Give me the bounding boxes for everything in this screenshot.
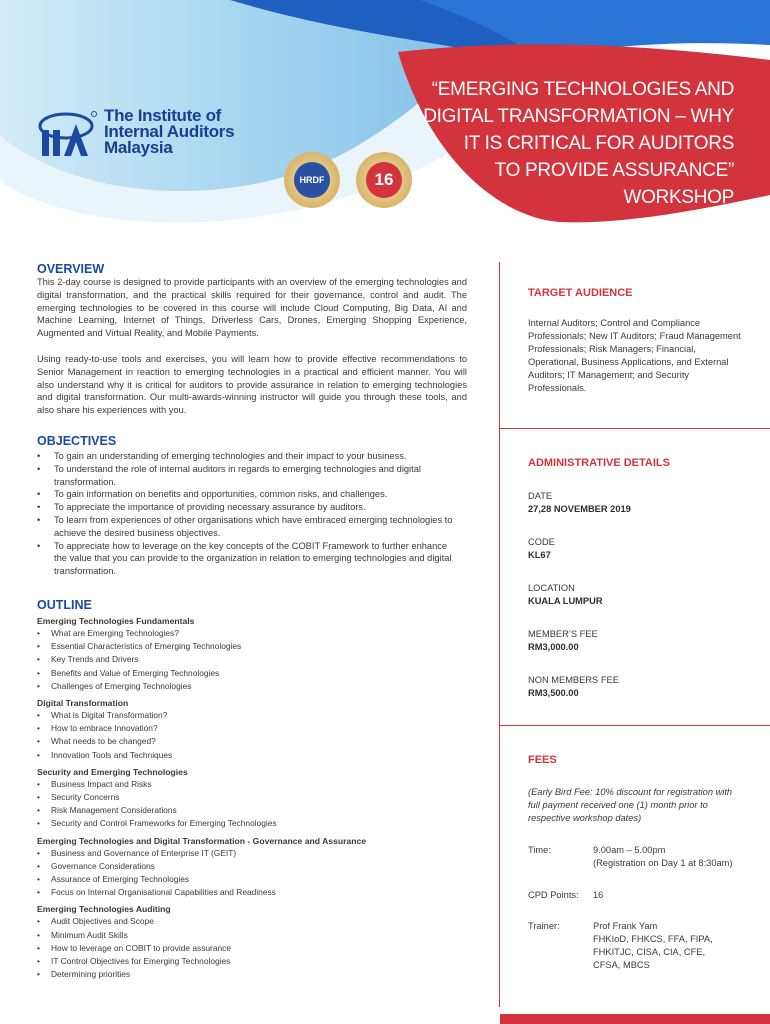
outline-list: [37, 627, 467, 693]
outline-item: • Security Concerns: [37, 791, 467, 804]
section-divider: [500, 428, 770, 429]
outline-item: • Determining priorities: [37, 968, 467, 981]
outline-item: • Audit Objectives and Scope: [37, 915, 467, 928]
time-value-block: [593, 844, 753, 870]
outline-group: [37, 615, 467, 693]
target-audience-heading: TARGET AUDIENCE: [528, 287, 633, 299]
objective-item: • To gain an understanding of emerging technologies and their impact to your business.: [37, 450, 467, 463]
outline-item: • Assurance of Emerging Technologies: [37, 873, 467, 886]
left-column: [37, 262, 467, 981]
footer-accent-bar: [500, 1014, 770, 1024]
admin-heading: ADMINISTRATIVE DETAILS: [528, 457, 670, 469]
outline-item: • What are Emerging Technologies?: [37, 627, 467, 640]
outline-item: • What is Digital Transformation?: [37, 709, 467, 722]
outline-item: • Key Trends and Drivers: [37, 653, 467, 666]
time-note: (Registration on Day 1 at 8:30am): [593, 858, 733, 868]
outline-item: • Minimum Audit Skills: [37, 929, 467, 942]
trainer-line: FHKIoD, FHKCS, FFA, FIPA,: [593, 934, 713, 944]
location-label: LOCATION: [528, 583, 575, 593]
time-label: Time:: [528, 845, 551, 855]
outline-list: [37, 778, 467, 831]
location-field: [528, 582, 743, 608]
logo-line: Internal Auditors: [104, 122, 235, 141]
early-bird-note: (Early Bird Fee: 10% discount for registration with full payment received one (1) month prior to respective workshop dates): [528, 787, 733, 823]
cpd-badge-number: 16: [374, 170, 394, 189]
administrative-details-section: [528, 457, 743, 700]
iia-logo-mark: [36, 104, 102, 160]
outline-group-title: Digital Transformation: [37, 697, 129, 708]
non-member-fee-field: [528, 674, 743, 700]
cpd-value: 16: [593, 890, 604, 900]
objective-item: • To learn from experiences of other organisations which have embraced emerging technologies to achieve the desired business objectives.: [37, 514, 467, 540]
objectives-heading: OBJECTIVES: [37, 433, 117, 448]
code-value: KL67: [528, 550, 551, 560]
outline-item: • Business and Governance of Enterprise IT (GEIT): [37, 847, 467, 860]
outline-item: • How to embrace Innovation?: [37, 722, 467, 735]
non-member-fee-value: RM3,500.00: [528, 688, 579, 698]
trainer-line: CFSA, MBCS: [593, 960, 650, 970]
title-line: DIGITAL TRANSFORMATION – WHY: [423, 106, 734, 127]
code-field: [528, 536, 743, 562]
member-fee-label: MEMBER’S FEE: [528, 629, 598, 639]
outline-item: • Focus on Internal Organisational Capabilities and Readiness: [37, 886, 467, 899]
objective-item: • To appreciate the importance of providing necessary assurance by auditors.: [37, 501, 467, 514]
trainer-line: FHKITJC, CISA, CIA, CFE,: [593, 947, 706, 957]
section-divider: [500, 725, 770, 726]
outline-group: [37, 766, 467, 831]
outline-list: [37, 709, 467, 762]
date-field: [528, 490, 743, 516]
time-value: 9.00am – 5.00pm: [593, 845, 666, 855]
column-divider: [499, 262, 500, 1007]
member-fee-field: [528, 628, 743, 654]
logo-line: Malaysia: [104, 138, 173, 157]
overview-paragraph-2: Using ready-to-use tools and exercises, you will learn how to provide effective recommendations to Senior Management in reaction to emerging technologies in a practical and efficient manner. You will also understand why it is critical for auditors to provide assurance in relation to emerging technologies and digital transformation. Our multi-awards-winning instructor will guide you through these tools, and also share his experiences with you.: [37, 353, 467, 416]
outline-list: [37, 915, 467, 981]
outline-group-title: Emerging Technologies Auditing: [37, 904, 171, 915]
title-line: IT IS CRITICAL FOR AUDITORS: [463, 133, 734, 154]
member-fee-value: RM3,000.00: [528, 642, 579, 652]
outline-group: [37, 903, 467, 981]
iia-logo: [36, 104, 234, 160]
overview-paragraph-1: This 2-day course is designed to provide participants with an overview of the emerging technologies and digital transformation, and the practical skills required for their governance, control and audit. The emerging technologies to be covered in this course will include Cloud Computing, Big Data, AI and Machine Learning, Internet of Things, Driverless Cars, Drones, Emerging Shopping Experience, Augmented and Virtual Reality, and Mobile Payments.: [37, 277, 467, 339]
location-value: KUALA LUMPUR: [528, 596, 603, 606]
outline-item: • Business Impact and Risks: [37, 778, 467, 791]
outline-group-title: Security and Emerging Technologies: [37, 766, 188, 777]
outline-item: • Risk Management Considerations: [37, 804, 467, 817]
outline-item: • Governance Considerations: [37, 860, 467, 873]
hrdf-badge: [284, 152, 340, 208]
non-member-fee-label: NON MEMBERS FEE: [528, 675, 619, 685]
objective-item: • To gain information on benefits and opportunities, common risks, and challenges.: [37, 488, 467, 501]
outline-group: [37, 697, 467, 762]
time-row: [528, 844, 743, 872]
date-label: DATE: [528, 491, 553, 501]
cpd-points-row: [528, 889, 743, 903]
trainer-row: [528, 920, 743, 976]
trainer-details: [593, 920, 753, 972]
iia-logo-text: [104, 108, 234, 156]
header-banner: [0, 0, 770, 250]
outline-item: • IT Control Objectives for Emerging Technologies: [37, 955, 467, 968]
outline-item: • Benefits and Value of Emerging Technologies: [37, 667, 467, 680]
title-line: “EMERGING TECHNOLOGIES AND: [431, 79, 734, 100]
outline-item: • Challenges of Emerging Technologies: [37, 680, 467, 693]
workshop-title: [404, 76, 734, 211]
cpd-label: CPD Points:: [528, 890, 579, 900]
outline-item: • What needs to be changed?: [37, 735, 467, 748]
fees-heading: FEES: [528, 754, 557, 766]
outline-item: • How to leverage on COBIT to provide assurance: [37, 942, 467, 955]
objective-item: • To appreciate how to leverage on the key concepts of the COBIT Framework to further enhance the value that you can provide to the organization in relation to emerging technologies and digital transformation.: [37, 540, 467, 578]
fees-section: [528, 754, 743, 825]
objectives-list: [37, 450, 467, 578]
date-value: 27,28 NOVEMBER 2019: [528, 504, 631, 514]
outline-group: [37, 835, 467, 900]
outline-group-title: Emerging Technologies and Digital Transformation - Governance and Assurance: [37, 835, 367, 846]
hrdf-badge-label: HRDF: [299, 175, 325, 185]
overview-heading: OVERVIEW: [37, 262, 105, 276]
outline-item: • Security and Control Frameworks for Emerging Technologies: [37, 817, 467, 830]
target-audience-text: Internal Auditors; Control and Compliance Professionals; New IT Auditors; Fraud Management Professionals; Risk Managers; Financial, Operational, Business Applications, and External Auditors; IT Management; and Security Professionals.: [528, 318, 741, 393]
iia-emblem-icon: [36, 104, 102, 160]
objective-item: • To understand the role of internal auditors in regards to emerging technologies and digital transformation.: [37, 463, 467, 489]
outline-heading: OUTLINE: [37, 597, 92, 612]
outline-item: • Essential Characteristics of Emerging Technologies: [37, 640, 467, 653]
outline-group-title: Emerging Technologies Fundamentals: [37, 615, 195, 626]
code-label: CODE: [528, 537, 555, 547]
title-line: WORKSHOP: [623, 187, 734, 208]
trainer-label: Trainer:: [528, 921, 560, 931]
logo-line: The Institute of: [104, 106, 222, 125]
target-audience-section: [528, 287, 743, 395]
title-line: TO PROVIDE ASSURANCE”: [494, 160, 734, 181]
outline-list: [37, 847, 467, 900]
trainer-line: Prof Frank Yam: [593, 921, 658, 931]
outline-item: • Innovation Tools and Techniques: [37, 749, 467, 762]
